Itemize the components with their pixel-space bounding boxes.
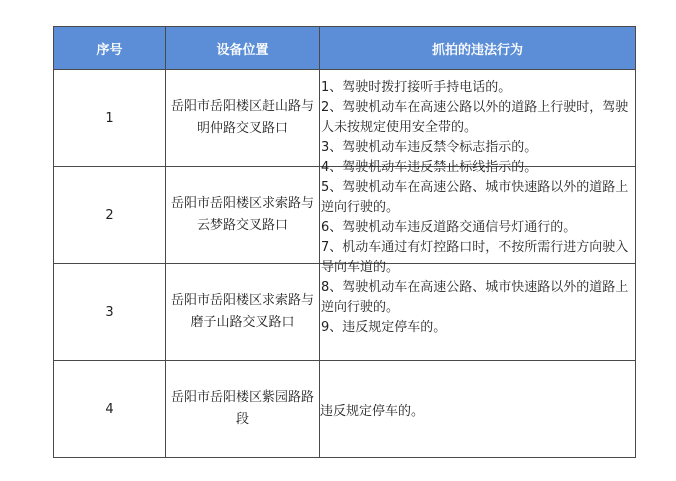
violation-table bbox=[53, 26, 636, 458]
location-text: 岳阳市岳阳楼区赶山路与明仲路交叉路口 bbox=[170, 99, 314, 136]
header-index: 序号 bbox=[54, 27, 166, 70]
table-row bbox=[54, 70, 636, 167]
row-behavior bbox=[320, 70, 636, 335]
list-item: 2、驾驶机动车在高速公路以外的道路上行驶时，驾驶人未按规定使用安全带的。 bbox=[321, 100, 629, 135]
location-text: 岳阳市岳阳楼区求索路与云梦路交叉路口 bbox=[170, 196, 314, 233]
row-index: 4 bbox=[54, 361, 166, 458]
header-behavior: 抓拍的违法行为 bbox=[320, 27, 636, 70]
row-behavior-text: 违反规定停车的。 bbox=[320, 361, 636, 458]
list-item: 4、驾驶机动车违反禁止标线指示的。 bbox=[321, 160, 538, 175]
table-header-row bbox=[54, 27, 636, 70]
list-item: 1、驾驶时拨打接听手持电话的。 bbox=[321, 80, 512, 95]
row-index: 1 bbox=[54, 70, 166, 167]
list-item: 3、驾驶机动车违反禁令标志指示的。 bbox=[321, 140, 538, 155]
list-item: 9、违反规定停车的。 bbox=[321, 320, 447, 335]
location-text: 岳阳市岳阳楼区求索路与磨子山路交叉路口 bbox=[170, 293, 314, 330]
list-item: 5、驾驶机动车在高速公路、城市快速路以外的道路上逆向行驶的。 bbox=[321, 180, 629, 215]
row-location bbox=[166, 264, 320, 361]
row-location bbox=[166, 70, 320, 167]
header-location: 设备位置 bbox=[166, 27, 320, 70]
row-index: 3 bbox=[54, 264, 166, 361]
row-location bbox=[166, 361, 320, 458]
behavior-list bbox=[320, 78, 635, 338]
row-location bbox=[166, 167, 320, 264]
row-index: 2 bbox=[54, 167, 166, 264]
list-item: 8、驾驶机动车在高速公路、城市快速路以外的道路上逆向行驶的。 bbox=[321, 280, 629, 315]
table-row bbox=[54, 361, 636, 458]
list-item: 7、机动车通过有灯控路口时，不按所需行进方向驶入导向车道的。 bbox=[321, 240, 629, 275]
location-text: 岳阳市岳阳楼区紫园路路段 bbox=[170, 390, 314, 427]
list-item: 6、驾驶机动车违反道路交通信号灯通行的。 bbox=[321, 220, 577, 235]
